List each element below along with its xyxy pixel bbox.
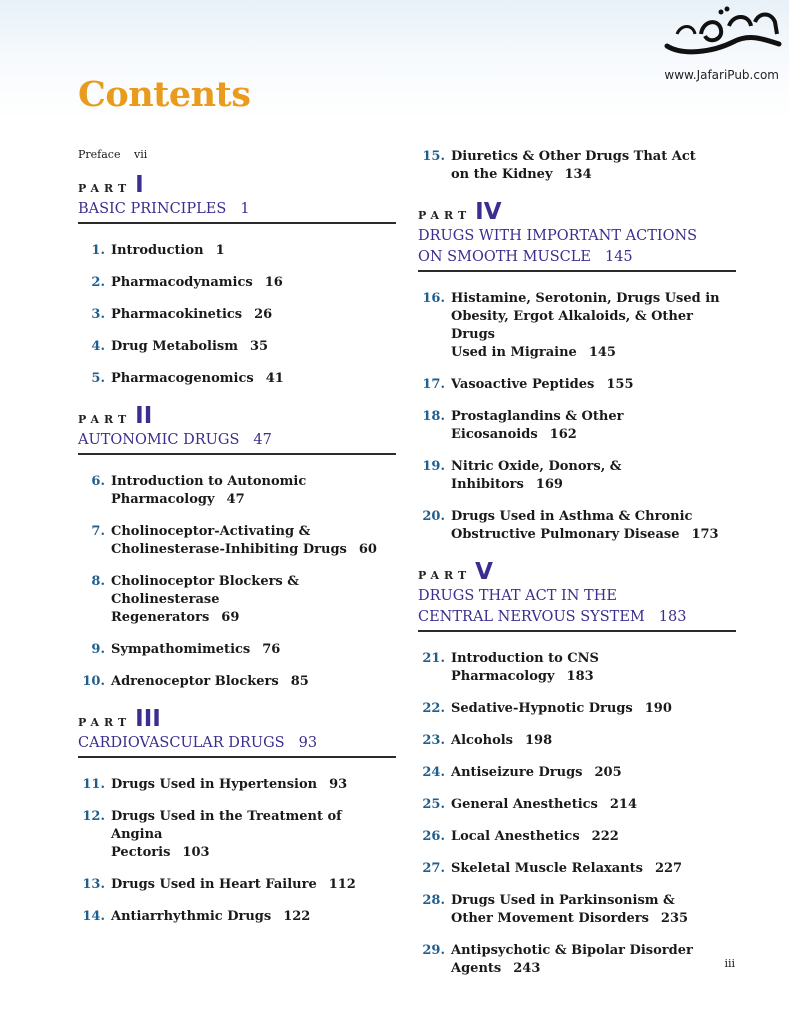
chapter-number: 5. <box>91 371 105 386</box>
chapter-page: 145 <box>588 345 616 360</box>
chapter-page: 162 <box>549 427 577 442</box>
part-title-line: ON SMOOTH MUSCLE <box>418 249 591 265</box>
chapter-number: 11. <box>82 777 105 792</box>
chapter-number: 12. <box>82 809 105 824</box>
chapter-entry[interactable] <box>418 828 736 846</box>
chapter-page: 169 <box>535 477 563 492</box>
part-title-line: DRUGS THAT ACT IN THE <box>418 588 617 604</box>
chapter-title-line: Drugs Used in the Treatment of Angina <box>111 809 342 842</box>
chapter-entry[interactable] <box>418 408 736 444</box>
chapter-title: Sympathomimetics <box>111 642 251 657</box>
chapter-entry[interactable] <box>418 458 736 494</box>
chapter-title-line: Obstructive Pulmonary Disease <box>451 527 680 542</box>
chapter-page: 155 <box>606 377 634 392</box>
chapter-page: 173 <box>691 527 719 542</box>
part-title-line: DRUGS WITH IMPORTANT ACTIONS <box>418 228 698 244</box>
chapter-title-line: on the Kidney <box>451 167 553 182</box>
chapter-entry[interactable] <box>78 473 396 509</box>
chapter-title: Introduction to CNS Pharmacology <box>451 651 599 684</box>
part-page: 93 <box>298 735 318 751</box>
part-label: PART <box>78 182 132 195</box>
chapter-entry[interactable] <box>78 370 396 388</box>
chapter-title: Vasoactive Peptides <box>451 377 595 392</box>
part-label: PART <box>78 716 132 729</box>
chapter-entry[interactable] <box>418 148 736 184</box>
chapter-entry[interactable] <box>78 776 396 794</box>
chapter-entry[interactable] <box>78 641 396 659</box>
chapter-entry[interactable] <box>78 808 396 862</box>
part-heading[interactable] <box>418 198 736 272</box>
preface-page: vii <box>133 148 148 161</box>
chapter-page: 235 <box>660 911 689 926</box>
chapter-title: Pharmacodynamics <box>111 275 253 290</box>
part-numeral: V <box>475 559 493 585</box>
chapter-list <box>418 148 736 184</box>
chapter-number: 28. <box>422 893 445 908</box>
chapter-title: Skeletal Muscle Relaxants <box>451 861 643 876</box>
chapter-title-line: Cholinoceptor-Activating & <box>111 524 311 539</box>
preface-label: Preface <box>78 148 121 161</box>
part-page: 145 <box>604 249 633 265</box>
chapter-page: 190 <box>644 701 672 716</box>
calligraphy-logo-icon <box>663 4 783 64</box>
chapter-page: 60 <box>358 542 377 557</box>
page-title: Contents <box>78 74 251 115</box>
chapter-title-line: Pectoris <box>111 845 171 860</box>
chapter-list <box>418 650 736 978</box>
chapter-title: Pharmacokinetics <box>111 307 243 322</box>
chapter-title-line: Histamine, Serotonin, Drugs Used in <box>451 291 720 306</box>
chapter-page: 198 <box>525 733 553 748</box>
chapter-entry[interactable] <box>418 764 736 782</box>
chapter-number: 20. <box>422 509 445 524</box>
chapter-page: 214 <box>609 797 638 812</box>
chapter-number: 25. <box>422 797 445 812</box>
chapter-entry[interactable] <box>418 290 736 362</box>
chapter-entry[interactable] <box>78 338 396 356</box>
chapter-number: 18. <box>422 409 445 424</box>
part-page: 47 <box>253 432 272 448</box>
chapter-list <box>78 473 396 691</box>
chapter-page: 183 <box>566 669 594 684</box>
chapter-number: 26. <box>422 829 445 844</box>
chapter-title: Drug Metabolism <box>111 339 238 354</box>
chapter-page: 243 <box>513 961 541 976</box>
chapter-page: 103 <box>182 845 210 860</box>
chapter-page: 41 <box>265 371 284 386</box>
chapter-title-line: Agents <box>451 961 502 976</box>
part-numeral: III <box>135 706 161 732</box>
chapter-entry[interactable] <box>78 274 396 292</box>
chapter-title: Adrenoceptor Blockers <box>111 674 279 689</box>
page-number: iii <box>724 957 735 970</box>
chapter-number: 29. <box>422 943 445 958</box>
chapter-page: 35 <box>250 339 269 354</box>
chapter-page: 227 <box>654 861 683 876</box>
part-heading[interactable] <box>418 558 736 632</box>
chapter-number: 8. <box>91 574 105 589</box>
chapter-number: 15. <box>422 149 445 164</box>
chapter-title-line: Regenerators <box>111 610 210 625</box>
part-title-text: BASIC PRINCIPLES <box>78 201 227 217</box>
preface-entry[interactable] <box>78 148 396 161</box>
part-title <box>418 226 736 272</box>
chapter-page: 16 <box>264 275 283 290</box>
chapter-page: 122 <box>283 909 311 924</box>
chapter-title: Prostaglandins & Other Eicosanoids <box>451 409 624 442</box>
chapter-list <box>418 290 736 544</box>
chapter-title: Antiarrhythmic Drugs <box>111 909 272 924</box>
chapter-page: 85 <box>290 674 309 689</box>
chapter-entry[interactable] <box>418 796 736 814</box>
toc-right-column <box>418 148 736 992</box>
chapter-page: 112 <box>328 877 356 892</box>
chapter-title: Alcohols <box>451 733 513 748</box>
chapter-list <box>78 776 396 926</box>
chapter-title-line: Drugs Used in Parkinsonism & <box>451 893 675 908</box>
chapter-number: 27. <box>422 861 445 876</box>
chapter-number: 16. <box>422 291 445 306</box>
chapter-title: Sedative-Hypnotic Drugs <box>451 701 633 716</box>
chapter-title: Drugs Used in Heart Failure <box>111 877 317 892</box>
chapter-title-line: Pharmacology <box>111 492 215 507</box>
part-page: 183 <box>658 609 687 625</box>
chapter-title-line: Obesity, Ergot Alkaloids, & Other Drugs <box>451 309 693 342</box>
chapter-entry[interactable] <box>418 700 736 718</box>
chapter-number: 3. <box>91 307 105 322</box>
chapter-entry[interactable] <box>78 876 396 894</box>
chapter-entry[interactable] <box>78 908 396 926</box>
chapter-list <box>78 242 396 388</box>
part-heading[interactable] <box>78 171 396 224</box>
part-label: PART <box>418 569 472 582</box>
chapter-entry[interactable] <box>418 860 736 878</box>
chapter-page: 47 <box>226 492 245 507</box>
part-title <box>78 199 396 224</box>
chapter-title: Nitric Oxide, Donors, & Inhibitors <box>451 459 622 492</box>
chapter-title: Introduction <box>111 243 204 258</box>
chapter-number: 22. <box>422 701 445 716</box>
part-title <box>418 586 736 632</box>
part-heading[interactable] <box>78 402 396 455</box>
chapter-number: 19. <box>422 459 445 474</box>
chapter-number: 4. <box>91 339 105 354</box>
chapter-title-line: Used in Migraine <box>451 345 577 360</box>
part-numeral: I <box>135 172 144 198</box>
part-title-text: CARDIOVASCULAR DRUGS <box>78 735 285 751</box>
chapter-title: Pharmacogenomics <box>111 371 254 386</box>
chapter-title-line: Drugs Used in Asthma & Chronic <box>451 509 693 524</box>
chapter-entry[interactable] <box>418 942 736 978</box>
chapter-number: 14. <box>82 909 105 924</box>
chapter-number: 23. <box>422 733 445 748</box>
part-title-line: CENTRAL NERVOUS SYSTEM <box>418 609 645 625</box>
chapter-entry[interactable] <box>418 508 736 544</box>
chapter-entry[interactable] <box>418 650 736 686</box>
chapter-number: 7. <box>91 524 105 539</box>
publisher-logo <box>655 4 783 82</box>
chapter-number: 21. <box>422 651 445 666</box>
logo-url: www.JafariPub.com <box>664 68 779 82</box>
chapter-entry[interactable] <box>418 376 736 394</box>
chapter-number: 10. <box>82 674 105 689</box>
part-title-text: AUTONOMIC DRUGS <box>78 432 240 448</box>
chapter-entry[interactable] <box>78 673 396 691</box>
chapter-page: 26 <box>254 307 273 322</box>
part-numeral: II <box>135 403 153 429</box>
chapter-entry[interactable] <box>78 306 396 324</box>
chapter-number: 2. <box>91 275 105 290</box>
chapter-title-line: Diuretics & Other Drugs That Act <box>451 149 696 164</box>
chapter-page: 69 <box>221 610 240 625</box>
chapter-page: 134 <box>564 167 592 182</box>
chapter-number: 6. <box>91 474 105 489</box>
chapter-number: 13. <box>82 877 105 892</box>
part-label: PART <box>418 209 472 222</box>
chapter-title-line: Cholinoceptor Blockers & Cholinesterase <box>111 574 300 607</box>
chapter-title-line: Antipsychotic & Bipolar Disorder <box>451 943 693 958</box>
chapter-page: 93 <box>329 777 348 792</box>
chapter-title-line: Cholinesterase-Inhibiting Drugs <box>111 542 347 557</box>
chapter-number: 24. <box>422 765 445 780</box>
chapter-number: 17. <box>422 377 445 392</box>
part-title <box>78 430 396 455</box>
chapter-entry[interactable] <box>418 892 736 928</box>
chapter-page: 1 <box>215 243 225 258</box>
part-heading[interactable] <box>78 705 396 758</box>
chapter-title: Drugs Used in Hypertension <box>111 777 318 792</box>
chapter-number: 1. <box>91 243 105 258</box>
chapter-entry[interactable] <box>78 523 396 559</box>
toc-left-column <box>78 148 396 940</box>
part-label: PART <box>78 413 132 426</box>
chapter-title: General Anesthetics <box>451 797 598 812</box>
chapter-entry[interactable] <box>78 242 396 260</box>
part-numeral: IV <box>475 199 502 225</box>
chapter-entry[interactable] <box>418 732 736 750</box>
chapter-title-line: Other Movement Disorders <box>451 911 649 926</box>
chapter-number: 9. <box>91 642 105 657</box>
part-title <box>78 733 396 758</box>
chapter-entry[interactable] <box>78 573 396 627</box>
chapter-title: Antiseizure Drugs <box>451 765 583 780</box>
chapter-page: 222 <box>591 829 619 844</box>
chapter-title-line: Introduction to Autonomic <box>111 474 307 489</box>
chapter-page: 76 <box>262 642 281 657</box>
chapter-title: Local Anesthetics <box>451 829 580 844</box>
chapter-page: 205 <box>594 765 622 780</box>
part-page: 1 <box>240 201 250 217</box>
